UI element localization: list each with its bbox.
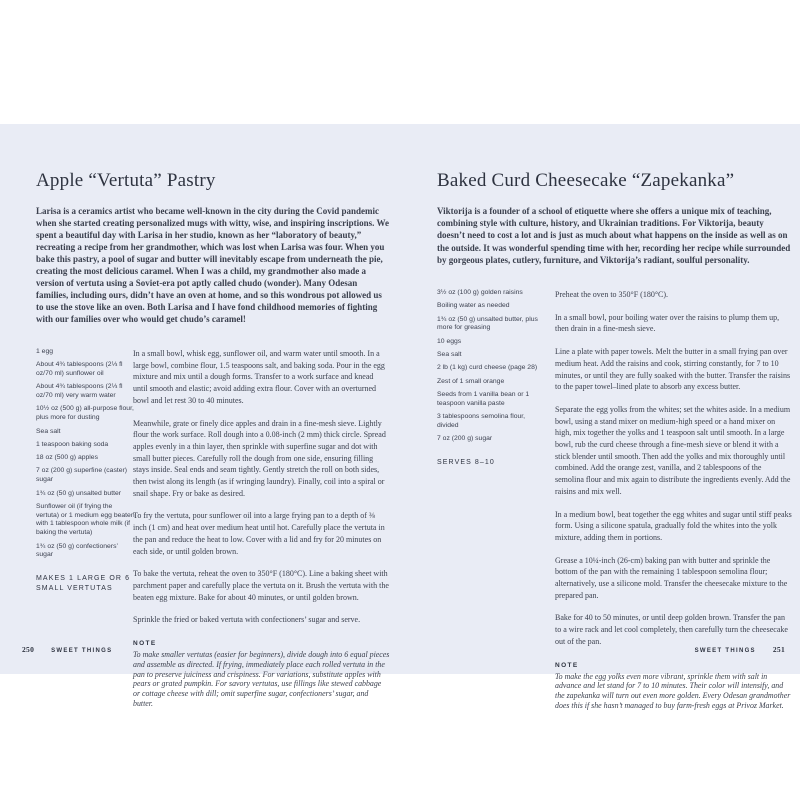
note-text: To make the egg yolks even more vibrant, sprinkle them with salt in advance and let stand for 7 to 10 minutes. Their color will intensify, and the zapekanka will turn out even more golden. Every Odesan grandmother does this if she hasn’t managed to buy farm-fresh eggs at Privoz Market. bbox=[555, 671, 791, 710]
ingredient-item: 10 eggs bbox=[437, 337, 462, 345]
yield-line: MAKES 1 LARGE OR 6 SMALL VERTUTAS bbox=[36, 575, 131, 593]
ingredient-item: About 4¾ tablespoons (2⅓ fl oz/70 ml) sunflower oil bbox=[36, 361, 123, 378]
method-paragraph: Meanwhile, grate or finely dice apples and drain in a fine-mesh sieve. Lightly flour the work surface. Roll dough into a 0.08-inch (2 mm) thick circle. Spread apples evenly in a thin layer, then sprinkle with superfine sugar and dot with small butter pieces. Carefully roll the dough from one side, ensuring filling stays inside. Seal ends and seam tightly. Gently stretch the roll on both sides, then twist along its length (as if wringing laundry). Finally, coil into a spiral or snail shape. Fry or bake as desired. bbox=[133, 418, 386, 498]
running-footer-left bbox=[22, 645, 112, 654]
recipe-body-left bbox=[36, 348, 390, 709]
page-number: 251 bbox=[772, 645, 785, 654]
page-number: 250 bbox=[22, 645, 35, 654]
ingredient-item: Zest of 1 small orange bbox=[437, 377, 505, 385]
ingredient-item: 1¾ oz (50 g) confectioners’ sugar bbox=[36, 542, 118, 559]
method-paragraph: Sprinkle the fried or baked vertuta with confectioners’ sugar and serve. bbox=[133, 615, 361, 625]
ingredient-item: 7 oz (200 g) superfine (caster) sugar bbox=[36, 467, 128, 484]
page-left bbox=[0, 124, 400, 709]
note-label: NOTE bbox=[555, 661, 579, 669]
note-text: To make smaller vertutas (easier for beginners), divide dough into 6 equal pieces and assemble as directed. If frying, immediately place each rolled vertuta in the pan to preserve juiciness and crispiness. For variations, substitute apples with pears or grated pumpkin. For savory vertutas, use fillings like stewed cabbage or cottage cheese with dill; omit superfine sugar, confectioners’ sugar, and butter. bbox=[133, 650, 390, 709]
recipe-title-left: Apple “Vertuta” Pastry bbox=[36, 170, 216, 191]
page-right bbox=[400, 124, 800, 710]
ingredient-item: 1¾ oz (50 g) unsalted butter, plus more for greasing bbox=[437, 315, 538, 332]
method-paragraph: Grease a 10¼-inch (26-cm) baking pan with butter and sprinkle the bottom of the pan with the remaining 1 tablespoon semolina flour; alternatively, use a silicone mold. Transfer the cheesecake mixture to the prepared pan. bbox=[555, 555, 788, 600]
serves-line: SERVES 8–10 bbox=[437, 458, 495, 466]
note-block-right bbox=[555, 662, 792, 711]
ingredient-item: 1¾ oz (50 g) unsalted butter bbox=[36, 489, 122, 497]
method-paragraph: In a medium bowl, beat together the egg whites and sugar until stiff peaks form. Using a silicone spatula, gradually fold the whites into the yolk mixture, adding them in portions. bbox=[555, 509, 792, 542]
ingredient-item: Sunflower oil (if frying the vertuta) or 1 medium egg beaten with 1 tablespoon whole milk (if baking the vertuta) bbox=[36, 502, 135, 537]
method-paragraph: To bake the vertuta, reheat the oven to 350°F (180°C). Line a baking sheet with parchment paper and carefully place the vertuta on it. Brush the vertuta with the beaten egg mixture. Bake for about 40 minutes, or until golden brown. bbox=[133, 569, 389, 602]
note-block-left bbox=[133, 640, 390, 709]
cookbook-spread bbox=[0, 124, 800, 710]
ingredient-item: 3½ oz (100 g) golden raisins bbox=[437, 289, 523, 297]
ingredient-item: Seeds from 1 vanilla bean or 1 teaspoon vanilla paste bbox=[437, 390, 530, 407]
ingredient-item: Sea salt bbox=[36, 427, 61, 435]
ingredient-item: 7 oz (200 g) sugar bbox=[437, 435, 493, 443]
method-paragraph: To fry the vertuta, pour sunflower oil into a large frying pan to a depth of ⅜ inch (1 cm) and heat over medium heat until hot. Carefully place the vertuta in the pan and reduce the heat to low. Cover with a lid and fry for 20 minutes on each side, or until golden brown. bbox=[133, 511, 385, 556]
recipe-intro-right: Viktorija is a founder of a school of etiquette where she offers a unique mix of teaching, combining style with culture, history, and Ukrainian traditions. For Viktorija, beauty doesn’t need to cost a lot and is just as much about what happens on the inside as well as on the outside. It was wonderful spending time with her, recording her recipe while surrounded by gorgeous plates, cutlery, furniture, and Viktorija’s radiant, soulful personality. bbox=[437, 206, 791, 265]
method-paragraph: Preheat the oven to 350°F (180°C). bbox=[555, 290, 669, 300]
recipe-title-right: Baked Curd Cheesecake “Zapekanka” bbox=[437, 170, 735, 191]
running-footer-right bbox=[695, 645, 785, 654]
ingredient-item: Sea salt bbox=[437, 351, 462, 358]
method-paragraph: Separate the egg yolks from the whites; set the whites aside. In a medium bowl, using a stand mixer on medium-high speed or a hand mixer on high, mix together the yolks and 1 teaspoon salt until smooth. In a large bowl, rub the curd cheese through a fine-mesh sieve or blend it with a stick blender until smooth. Then add the yolks and mix thoroughly until combined. Add the orange zest, vanilla, and 2 tablespoons of the semolina flour and mix again to distribute the ingredients evenly. Add the raisins and mix well. bbox=[555, 404, 791, 496]
ingredient-list-left bbox=[36, 348, 136, 709]
ingredient-item: 2 lb (1 kg) curd cheese (page 28) bbox=[437, 364, 538, 372]
section-label: SWEET THINGS bbox=[694, 648, 756, 654]
section-label: SWEET THINGS bbox=[51, 648, 113, 654]
note-label: NOTE bbox=[133, 640, 157, 648]
method-paragraph: In a small bowl, whisk egg, sunflower oil, and warm water until smooth. In a large bowl, combine flour, 1.5 teaspoons salt, and baking soda. Pour in the egg mixture and mix until a dough forms. Transfer to a work surface and knead until smooth and elastic; avoid adding extra flour. Cover with an overturned bowl and let rest 30 to 40 minutes. bbox=[133, 349, 385, 405]
ingredient-item: Boiling water as needed bbox=[437, 302, 510, 310]
ingredient-item: 3 tablespoons semolina flour, divided bbox=[437, 412, 526, 429]
method-paragraph: Line a plate with paper towels. Melt the butter in a small frying pan over medium heat. Add the raisins and cook, stirring constantly, for 7 to 10 minutes, or until they are fully soaked with the butter. Transfer the raisins to the paper towel–lined plate to absorb any excess butter. bbox=[555, 347, 791, 392]
ingredient-item: 18 oz (500 g) apples bbox=[36, 454, 98, 462]
method-paragraph: Bake for 40 to 50 minutes, or until deep golden brown. Transfer the pan to a wire rack and let cool completely, then carefully turn the cheesecake out of the pan. bbox=[555, 613, 788, 646]
ingredient-item: 1 egg bbox=[36, 348, 54, 355]
recipe-intro-left: Larisa is a ceramics artist who became well-known in the city during the Covid pandemic when she started creating personalized mugs with witty, wise, and inspiring inscriptions. We spent a beautiful day with Larisa in her studio, known as her “laboratory of beauty,” recreating a recipe from her grandmother, which was lost when Larisa was four. When you bake this pastry, a pool of sugar and butter will inevitably escape from underneath the pie, creating the most delicious caramel. When I was a child, my grandmother also made a version of vertuta using a Soviet-era pot aptly called chudo (wonder). Many Odesan families, including ours, didn’t have an oven at home, and so this wondrous pot allowed us to use the stove like an oven. Both Larisa and I have fond childhood memories of fighting with our families over who would get chudo’s caramel! bbox=[36, 206, 389, 324]
ingredient-item: 1 teaspoon baking soda bbox=[36, 440, 109, 448]
method-steps-left bbox=[133, 348, 390, 709]
method-paragraph: In a small bowl, pour boiling water over the raisins to plump them up, then drain in a fine-mesh sieve. bbox=[555, 312, 780, 334]
ingredient-item: 10½ oz (500 g) all-purpose flour, plus more for dusting bbox=[36, 405, 134, 422]
ingredient-item: About 4¾ tablespoons (2⅓ fl oz/70 ml) very warm water bbox=[36, 383, 123, 400]
ingredient-list-right bbox=[437, 289, 545, 711]
